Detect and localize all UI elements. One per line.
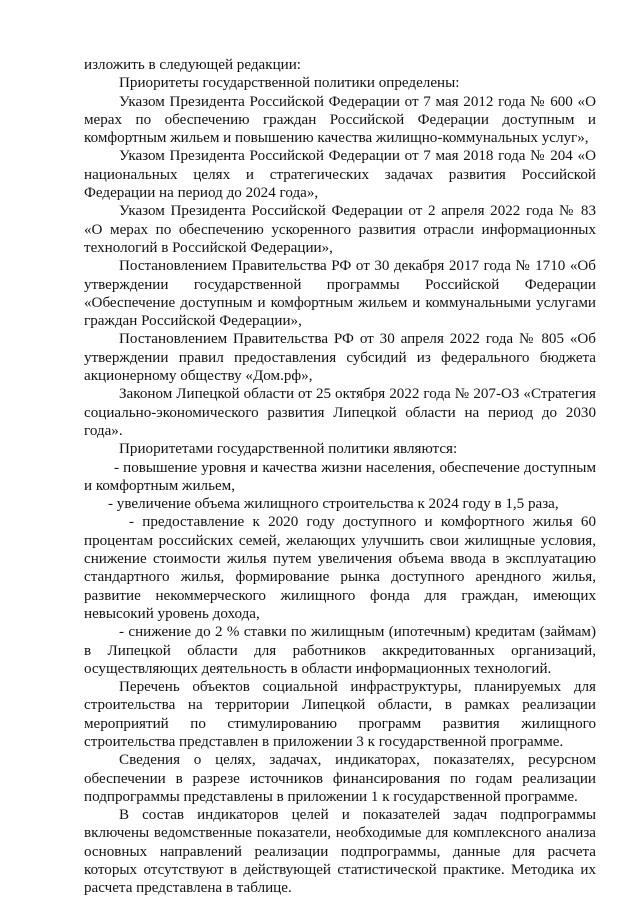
paragraph-intro: изложить в следующей редакции: [84,57,301,73]
paragraph-decree-204: Указом Президента Российской Федерации от 7 мая 2018 года № 204 «О национальных целях и стратегических задачах развития Российской Федерации на период до 2024 года», [84,148,596,202]
paragraph-infrastructure: Перечень объектов социальной инфраструктуры, планируемых для строительства на территории Липецкой области, в рамках реализации мероприятий по стимулированию программ развития жилищного строительства представлен в приложении 3 к государственной программе. [84,679,596,750]
list-item-living-standards: - повышение уровня и качества жизни населения, обеспечение доступным и комфортным жильем, [84,459,596,494]
document-page [84,56,596,898]
paragraph-law-207: Законом Липецкой области от 25 октября 2022 года № 207-ОЗ «Стратегия социально-экономического развития Липецкой области на период до 2030 года». [84,386,596,439]
paragraph-decree-83: Указом Президента Российской Федерации от 2 апреля 2022 года № 83 «О мерах по обеспечению ускоренного развития отрасли информационных технологий в Российской Федерации», [84,203,596,256]
paragraph-resolution-1710: Постановлением Правительства РФ от 30 декабря 2017 года № 1710 «Об утверждении государственной программы Российской Федерации «Обеспечение доступным и комфортным жильем и коммунальными услугами граждан Российской Федерации», [84,258,596,330]
list-item-mortgage-rate: - снижение до 2 % ставки по жилищным (ипотечным) кредитам (займам) в Липецкой области для работников аккредитованных организаций, осуществляющих деятельность в области информационных технологий. [84,624,596,677]
paragraph-decree-600: Указом Президента Российской Федерации от 7 мая 2012 года № 600 «О мерах по обеспечению граждан Российской Федерации доступным и комфортным жильем и повышению качества жилищно-коммунальных услуг», [84,93,596,147]
paragraph-goals-info: Сведения о целях, задачах, индикаторах, показателях, ресурсном обеспечении в разрезе источников финансирования по годам реализации подпрограммы представлены в приложении 1 к государственной программе. [84,752,596,805]
paragraph-resolution-805: Постановлением Правительства РФ от 30 апреля 2022 года № 805 «Об утверждении правил предоставления субсидий из федерального бюджета акционерному обществу «Дом.рф», [84,331,596,385]
list-item-construction-volume: - увеличение объема жилищного строительства к 2024 году в 1,5 раза, [108,496,559,513]
paragraph-indicators: В состав индикаторов целей и показателей задач подпрограммы включены ведомственные показатели, необходимые для комплексного анализа основных направлений реализации подпрограммы, данные для расчета которых отсутствуют в действующей статистической практике. Методика их расчета представлена в таблице. [84,807,596,897]
paragraph-priorities-are: Приоритетами государственной политики являются: [119,441,458,458]
paragraph-priorities-defined: Приоритеты государственной политики определены: [119,75,460,92]
list-item-affordable-housing: - предоставление к 2020 году доступного и комфортного жилья 60 процентам российских семей, желающих улучшить свои жилищные условия, снижение стоимости жилья путем увеличения объема ввода в эксплуатацию стандартного жилья, формирование рынка доступного арендного жилья, развитие некоммерческого жилищного фонда для граждан, имеющих невысокий уровень дохода, [84,514,596,622]
